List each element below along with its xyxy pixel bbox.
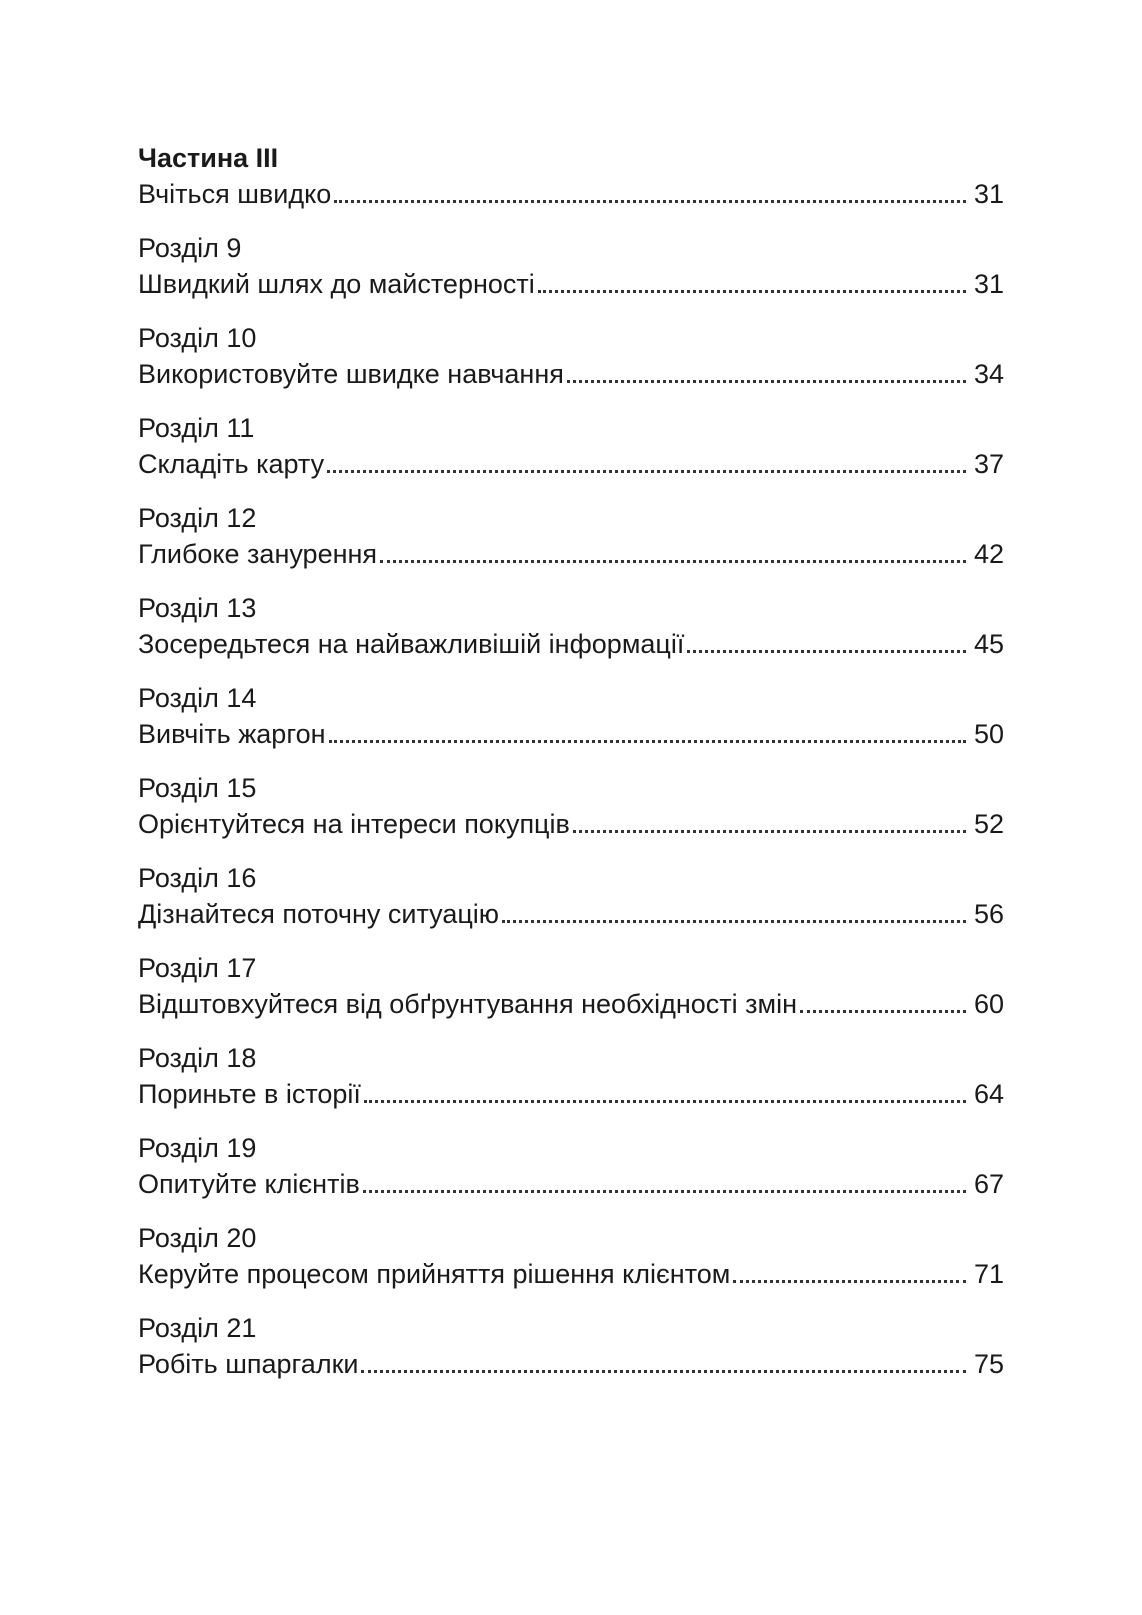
dot-leader <box>364 1100 966 1103</box>
toc-title: Відштовхуйтеся від обґрунтування необхідності змін <box>138 989 798 1019</box>
toc-row[interactable] <box>138 896 1004 932</box>
chapter-list <box>138 230 1004 1382</box>
toc-title: Використовуйте швидке навчання <box>138 359 564 389</box>
toc-row[interactable] <box>138 1166 1004 1202</box>
toc-entry <box>138 1310 1004 1382</box>
dot-leader <box>733 1280 966 1283</box>
toc-row[interactable] <box>138 986 1004 1022</box>
toc-title: Опитуйте клієнтів <box>138 1169 360 1199</box>
toc-entry <box>138 410 1004 482</box>
toc-row[interactable] <box>138 536 1004 572</box>
toc-entry <box>138 1220 1004 1292</box>
toc-entry <box>138 320 1004 392</box>
toc-title: Керуйте процесом прийняття рішення клієнтом <box>138 1259 731 1289</box>
toc-page-number: 56 <box>973 899 1004 929</box>
chapter-label: Розділ 18 <box>138 1043 257 1073</box>
toc-entry <box>138 770 1004 842</box>
dot-leader <box>361 1370 966 1373</box>
toc-row[interactable] <box>138 266 1004 302</box>
toc-entry <box>138 500 1004 572</box>
toc-title: Робіть шпаргалки <box>138 1349 359 1379</box>
dot-leader <box>800 1010 966 1013</box>
toc-title: Орієнтуйтеся на інтереси покупців <box>138 809 570 839</box>
toc-row[interactable] <box>138 716 1004 752</box>
toc-title: Глибоке занурення <box>138 539 378 569</box>
chapter-label: Розділ 14 <box>138 683 257 713</box>
toc-page-number: 37 <box>973 449 1004 479</box>
chapter-label: Розділ 9 <box>138 233 242 263</box>
dot-leader <box>334 200 966 203</box>
toc-entry <box>138 230 1004 302</box>
chapter-label: Розділ 17 <box>138 953 257 983</box>
dot-leader <box>573 830 966 833</box>
toc-row[interactable] <box>138 1076 1004 1112</box>
part-heading: Частина III <box>138 143 279 173</box>
toc-title: Вчіться швидко <box>138 179 332 209</box>
table-of-contents <box>138 140 1004 1400</box>
toc-entry <box>138 590 1004 662</box>
dot-leader <box>567 380 966 383</box>
toc-row[interactable] <box>138 806 1004 842</box>
toc-row[interactable] <box>138 626 1004 662</box>
toc-title: Дізнайтеся поточну ситуацію <box>138 899 500 929</box>
toc-page-number: 31 <box>973 269 1004 299</box>
toc-page-number: 64 <box>973 1079 1004 1109</box>
chapter-label: Розділ 15 <box>138 773 257 803</box>
toc-page-number: 52 <box>973 809 1004 839</box>
toc-page-number: 75 <box>973 1349 1004 1379</box>
toc-page-number: 45 <box>973 629 1004 659</box>
toc-title: Зосередьтеся на найважливішій інформації <box>138 629 685 659</box>
toc-page-number: 42 <box>973 539 1004 569</box>
chapter-label: Розділ 13 <box>138 593 257 623</box>
toc-page-number: 50 <box>973 719 1004 749</box>
dot-leader <box>363 1190 966 1193</box>
toc-entry <box>138 860 1004 932</box>
chapter-label: Розділ 16 <box>138 863 257 893</box>
chapter-label: Розділ 21 <box>138 1313 257 1343</box>
toc-row[interactable] <box>138 356 1004 392</box>
toc-page-number: 71 <box>973 1259 1004 1289</box>
chapter-label: Розділ 20 <box>138 1223 257 1253</box>
dot-leader <box>502 920 966 923</box>
toc-entry <box>138 680 1004 752</box>
toc-row[interactable] <box>138 1346 1004 1382</box>
toc-page-number: 34 <box>973 359 1004 389</box>
dot-leader <box>687 650 966 653</box>
chapter-label: Розділ 10 <box>138 323 257 353</box>
toc-entry <box>138 950 1004 1022</box>
toc-title: Вивчіть жаргон <box>138 719 326 749</box>
toc-page-number: 67 <box>973 1169 1004 1199</box>
chapter-label: Розділ 19 <box>138 1133 257 1163</box>
toc-entry <box>138 1040 1004 1112</box>
dot-leader <box>329 740 967 743</box>
toc-row[interactable] <box>138 446 1004 482</box>
dot-leader <box>538 290 966 293</box>
toc-title: Швидкий шлях до майстерності <box>138 269 535 299</box>
dot-leader <box>380 560 966 563</box>
toc-row-part-title[interactable] <box>138 176 1004 212</box>
toc-title: Пориньте в історії <box>138 1079 361 1109</box>
dot-leader <box>327 470 966 473</box>
toc-title: Складіть карту <box>138 449 325 479</box>
toc-row[interactable] <box>138 1256 1004 1292</box>
toc-entry <box>138 1130 1004 1202</box>
toc-page-number: 31 <box>973 179 1004 209</box>
chapter-label: Розділ 11 <box>138 413 255 443</box>
toc-page-number: 60 <box>973 989 1004 1019</box>
chapter-label: Розділ 12 <box>138 503 257 533</box>
